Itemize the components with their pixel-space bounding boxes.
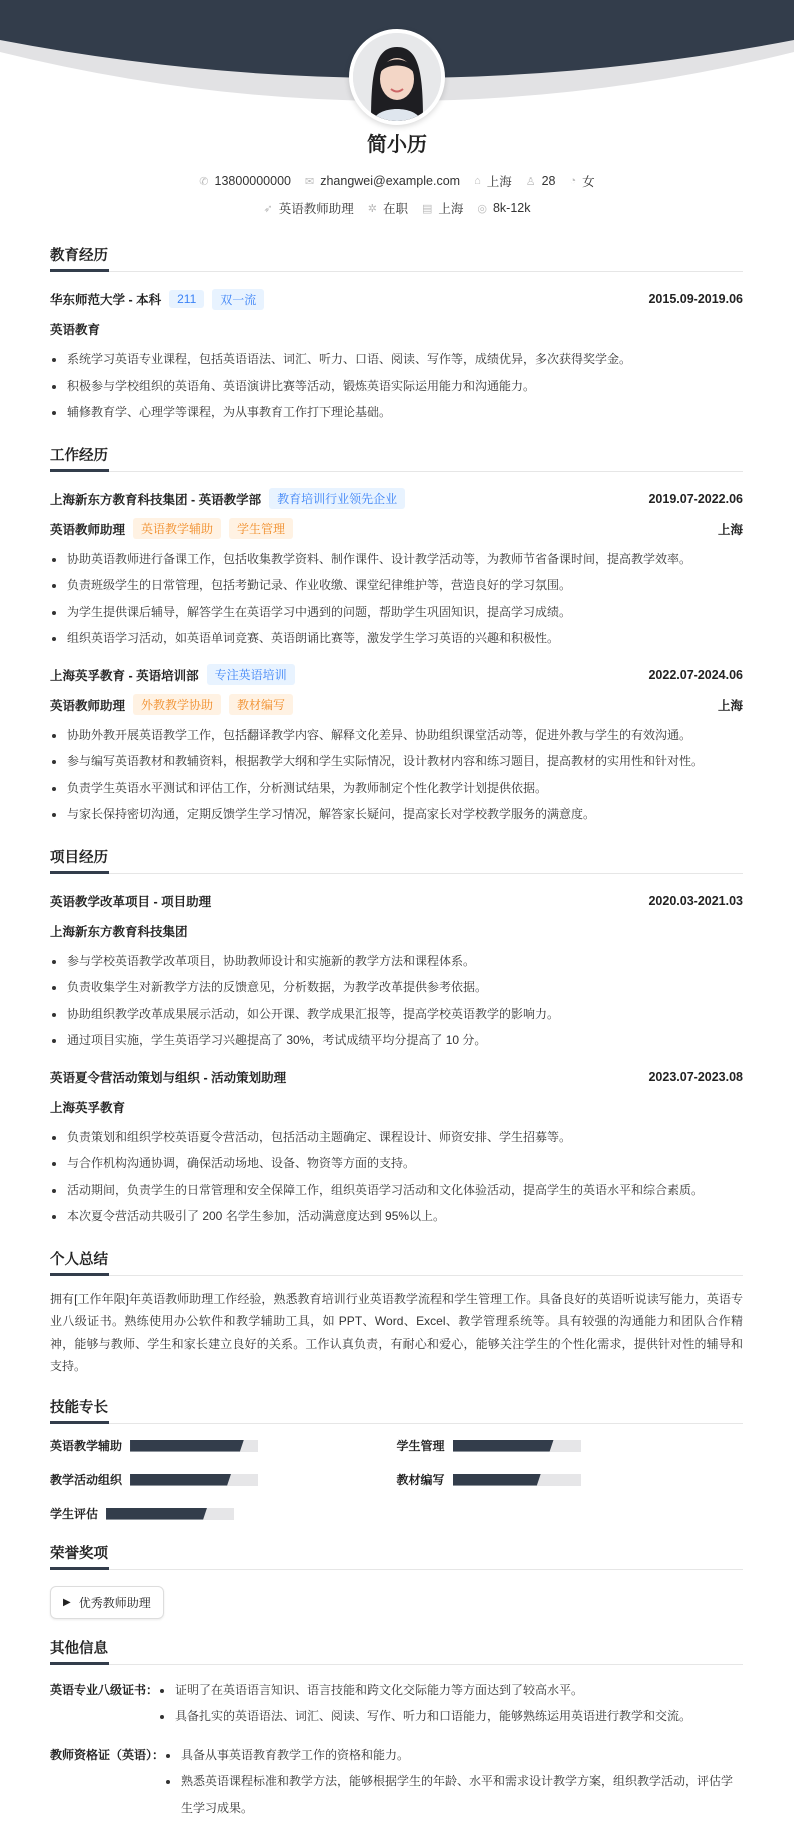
project-title: 英语教学改革项目 - 项目助理 xyxy=(50,894,212,909)
skill-item xyxy=(397,1436,744,1456)
skill-item xyxy=(50,1504,397,1524)
other-item xyxy=(50,1677,743,1730)
role-row xyxy=(50,514,743,544)
gender-text: 女 xyxy=(582,175,595,189)
contact-city xyxy=(474,172,512,190)
section-header xyxy=(50,244,743,272)
list-item: 组织英语学习活动，如英语单词竞赛、英语朗诵比赛等，激发学生学习英语的兴趣和积极性。 xyxy=(50,625,743,652)
list-item: 辅修教育学、心理学等课程，为从事教育工作打下理论基础。 xyxy=(50,399,743,426)
job-status xyxy=(368,199,408,217)
skill-name: 学生评估 xyxy=(50,1507,99,1521)
list-item: 为学生提供课后辅导，解答学生在英语学习中遇到的问题，帮助学生巩固知识，提高学习成绩。 xyxy=(50,599,743,626)
bullet-list xyxy=(50,722,743,828)
role-left xyxy=(50,518,293,539)
work-entry xyxy=(50,660,743,828)
section-title: 工作经历 xyxy=(50,444,109,472)
section-title: 教育经历 xyxy=(50,244,109,272)
skill-bar xyxy=(453,1440,581,1452)
projects-section xyxy=(50,846,743,1230)
skill-bar-fill xyxy=(130,1474,231,1486)
job-intent-text: 英语教师助理 xyxy=(278,202,354,216)
section-header xyxy=(50,1542,743,1570)
skill-bar-fill xyxy=(130,1440,244,1452)
company-tag: 教育培训行业领先企业 xyxy=(269,488,405,509)
contact-email xyxy=(305,172,460,190)
contact-gender xyxy=(570,172,595,190)
skill-bar xyxy=(130,1440,258,1452)
section-header xyxy=(50,846,743,874)
work-section xyxy=(50,444,743,828)
work-city: 上海 xyxy=(717,522,743,537)
target-city-text: 上海 xyxy=(438,202,464,216)
city-text: 上海 xyxy=(486,175,512,189)
section-header xyxy=(50,1396,743,1424)
role-row xyxy=(50,690,743,720)
role-tag: 外教教学协助 xyxy=(133,694,221,715)
company-left xyxy=(50,664,295,685)
job-intent xyxy=(263,199,353,217)
mail-icon: ✉ xyxy=(305,175,315,188)
skill-bar xyxy=(106,1508,234,1520)
section-title: 其他信息 xyxy=(50,1637,109,1665)
section-title: 项目经历 xyxy=(50,846,109,874)
role-tag: 教材编写 xyxy=(229,694,293,715)
skill-bar-fill xyxy=(106,1508,207,1520)
list-item: 协助外教开展英语教学工作，包括翻译教学内容、解释文化差异、协助组织课堂活动等，促进外教与学生的有效沟通。 xyxy=(50,722,743,749)
candidate-name: 简小历 xyxy=(367,134,427,156)
list-item: 本次夏令营活动共吸引了 200 名学生参加，活动满意度达到 95%以上。 xyxy=(50,1203,743,1230)
contact-line-1 xyxy=(0,172,794,190)
resume-body xyxy=(50,244,743,1821)
list-item: 协助组织教学改革成果展示活动，如公开课、教学成果汇报等，提高学校英语教学的影响力。 xyxy=(50,1001,743,1028)
skill-bar-fill xyxy=(453,1440,554,1452)
education-section xyxy=(50,244,743,426)
bullet-list xyxy=(50,948,743,1054)
skill-item xyxy=(397,1470,744,1490)
date: 2022.07-2024.06 xyxy=(648,667,743,682)
work-list xyxy=(50,484,743,828)
list-item: 协助英语教师进行备课工作，包括收集教学资料、制作课件、设计教学活动等，为教师节省备课时间，提高教学效率。 xyxy=(50,546,743,573)
summary-text: 拥有[工作年限]年英语教师助理工作经验，熟悉教育培训行业英语教学流程和学生管理工作。具备良好的英语听说读写能力，英语专业八级证书。熟练使用办公软件和教学辅助工具，如 PPT、Word、Excel、教学管理系统等。具有较强的沟通能力和团队合作精神，能够与教师、学生和家长建立良好的关系。工作认真负责，有耐心和爱心，能够关注学生的个性化需求，提供针对性的辅导和支持。 xyxy=(50,1291,743,1373)
contact-age xyxy=(526,172,556,190)
gender-icon: ◔ xyxy=(569,175,577,187)
awards-section xyxy=(50,1542,743,1619)
date: 2023.07-2023.08 xyxy=(648,1069,743,1084)
section-title: 个人总结 xyxy=(50,1248,109,1276)
role: 英语教师助理 xyxy=(50,698,126,713)
list-item: 具备从事英语教育教学工作的资格和能力。 xyxy=(164,1742,743,1769)
bullet-list xyxy=(158,1677,743,1730)
company: 上海新东方教育科技集团 - 英语教学部 xyxy=(50,492,262,507)
date: 2020.03-2021.03 xyxy=(648,893,743,908)
skill-name: 教学活动组织 xyxy=(50,1473,123,1487)
salary-text: 8k-12k xyxy=(492,201,531,215)
contact-phone xyxy=(199,172,291,190)
section-header xyxy=(50,1637,743,1665)
target-city xyxy=(422,199,463,217)
skill-bar xyxy=(130,1474,258,1486)
role-left xyxy=(50,694,293,715)
list-item: 活动期间，负责学生的日常管理和安全保障工作，组织英语学习活动和文化体验活动，提高学生的英语水平和综合素质。 xyxy=(50,1177,743,1204)
list-item: 通过项目实施，学生英语学习兴趣提高了 30%，考试成绩平均分提高了 10 分。 xyxy=(50,1027,743,1054)
date: 2015.09-2019.06 xyxy=(648,292,743,306)
bullet-list xyxy=(164,1742,743,1822)
award-item[interactable] xyxy=(50,1586,164,1619)
contact-line-2 xyxy=(0,199,794,217)
skills-section xyxy=(50,1396,743,1524)
skill-name: 学生管理 xyxy=(396,1439,445,1453)
section-title: 荣誉奖项 xyxy=(50,1542,109,1570)
list-item: 积极参与学校组织的英语角、英语演讲比赛等活动，锻炼英语实际运用能力和沟通能力。 xyxy=(50,373,743,400)
other-key: 英语专业八级证书： xyxy=(50,1682,159,1697)
company-tag: 专注英语培训 xyxy=(207,664,295,685)
list-item: 负责策划和组织学校英语夏令营活动，包括活动主题确定、课程设计、师资安排、学生招募等。 xyxy=(50,1124,743,1151)
company-left xyxy=(50,488,405,509)
list-item: 熟悉英语课程标准和教学方法，能够根据学生的年龄、水平和需求设计教学方案，组织教学活动，评估学生学习成果。 xyxy=(164,1768,743,1821)
list-item: 与合作机构沟通协调，确保活动场地、设备、物资等方面的支持。 xyxy=(50,1150,743,1177)
list-item: 负责收集学生对新教学方法的反馈意见，分析数据，为教学改革提供参考依据。 xyxy=(50,974,743,1001)
list-item: 证明了在英语语言知识、语言技能和跨文化交际能力等方面达到了较高水平。 xyxy=(158,1677,743,1704)
school-tag: 双一流 xyxy=(212,289,264,310)
list-item: 具备扎实的英语语法、词汇、阅读、写作、听力和口语能力，能够熟练运用英语进行教学和交流。 xyxy=(158,1703,743,1730)
project-row xyxy=(50,1062,743,1092)
phone-text: 13800000000 xyxy=(214,174,291,188)
school: 华东师范大学 - 本科 xyxy=(50,293,162,307)
project-entry xyxy=(50,1062,743,1230)
other-list xyxy=(50,1677,743,1822)
project-list xyxy=(50,886,743,1230)
building-icon: ▤ xyxy=(421,202,433,215)
role-tag: 英语教学辅助 xyxy=(133,518,221,539)
other-section xyxy=(50,1637,743,1822)
section-title: 技能专长 xyxy=(50,1396,109,1424)
skill-bar xyxy=(453,1474,581,1486)
company-row xyxy=(50,484,743,514)
list-item: 负责学生英语水平测试和评估工作，分析测试结果，为教师制定个性化教学计划提供依据。 xyxy=(50,775,743,802)
phone-icon: ✆ xyxy=(199,175,209,188)
project-row xyxy=(50,886,743,916)
salary-icon: ◎ xyxy=(477,202,487,215)
project-title: 英语夏令营活动策划与组织 - 活动策划助理 xyxy=(50,1070,287,1085)
home-icon: ⌂ xyxy=(474,175,481,187)
role-tag: 学生管理 xyxy=(229,518,293,539)
summary-section xyxy=(50,1248,743,1378)
company-row xyxy=(50,660,743,690)
skill-item xyxy=(50,1470,397,1490)
bullet-list xyxy=(50,346,743,426)
send-icon: ➶ xyxy=(263,202,273,215)
other-key: 教师资格证（英语）： xyxy=(50,1747,165,1762)
major: 英语教育 xyxy=(50,323,101,337)
avatar xyxy=(349,29,445,125)
project-org: 上海英孚教育 xyxy=(50,1100,126,1115)
skill-grid xyxy=(50,1436,743,1524)
list-item: 与家长保持密切沟通，定期反馈学生学习情况，解答家长疑问，提高家长对学校教学服务的满意度。 xyxy=(50,801,743,828)
role: 英语教师助理 xyxy=(50,522,126,537)
caret-right-icon: ▶ xyxy=(63,1596,71,1608)
age-text: 28 xyxy=(541,174,556,188)
age-icon: ♙ xyxy=(525,175,536,188)
list-item: 系统学习英语专业课程，包括英语语法、词汇、听力、口语、阅读、写作等，成绩优异，多次获得奖学金。 xyxy=(50,346,743,373)
skill-name: 英语教学辅助 xyxy=(50,1439,123,1453)
project-org: 上海新东方教育科技集团 xyxy=(50,924,188,939)
school-tag: 211 xyxy=(169,290,204,308)
date: 2019.07-2022.06 xyxy=(648,491,743,506)
skill-name: 教材编写 xyxy=(396,1473,445,1487)
project-entry xyxy=(50,886,743,1054)
salary xyxy=(477,199,530,217)
award-label: 优秀教师助理 xyxy=(78,1595,151,1610)
status-icon: ✲ xyxy=(367,202,377,215)
job-status-text: 在职 xyxy=(382,202,408,216)
skill-item xyxy=(50,1436,397,1456)
section-header xyxy=(50,1248,743,1276)
work-entry xyxy=(50,484,743,652)
education-row xyxy=(50,284,743,314)
bullet-list xyxy=(50,546,743,652)
other-item xyxy=(50,1742,743,1822)
bullet-list xyxy=(50,1124,743,1230)
email-text: zhangwei@example.com xyxy=(320,174,461,188)
section-header xyxy=(50,444,743,472)
list-item: 负责班级学生的日常管理，包括考勤记录、作业收缴、课堂纪律维护等，营造良好的学习氛围。 xyxy=(50,572,743,599)
company: 上海英孚教育 - 英语培训部 xyxy=(50,668,199,683)
skill-bar-fill xyxy=(453,1474,541,1486)
list-item: 参与编写英语教材和教辅资料，根据教学大纲和学生实际情况，设计教材内容和练习题目，提高教材的实用性和针对性。 xyxy=(50,748,743,775)
list-item: 参与学校英语教学改革项目，协助教师设计和实施新的教学方法和课程体系。 xyxy=(50,948,743,975)
work-city: 上海 xyxy=(717,698,743,713)
